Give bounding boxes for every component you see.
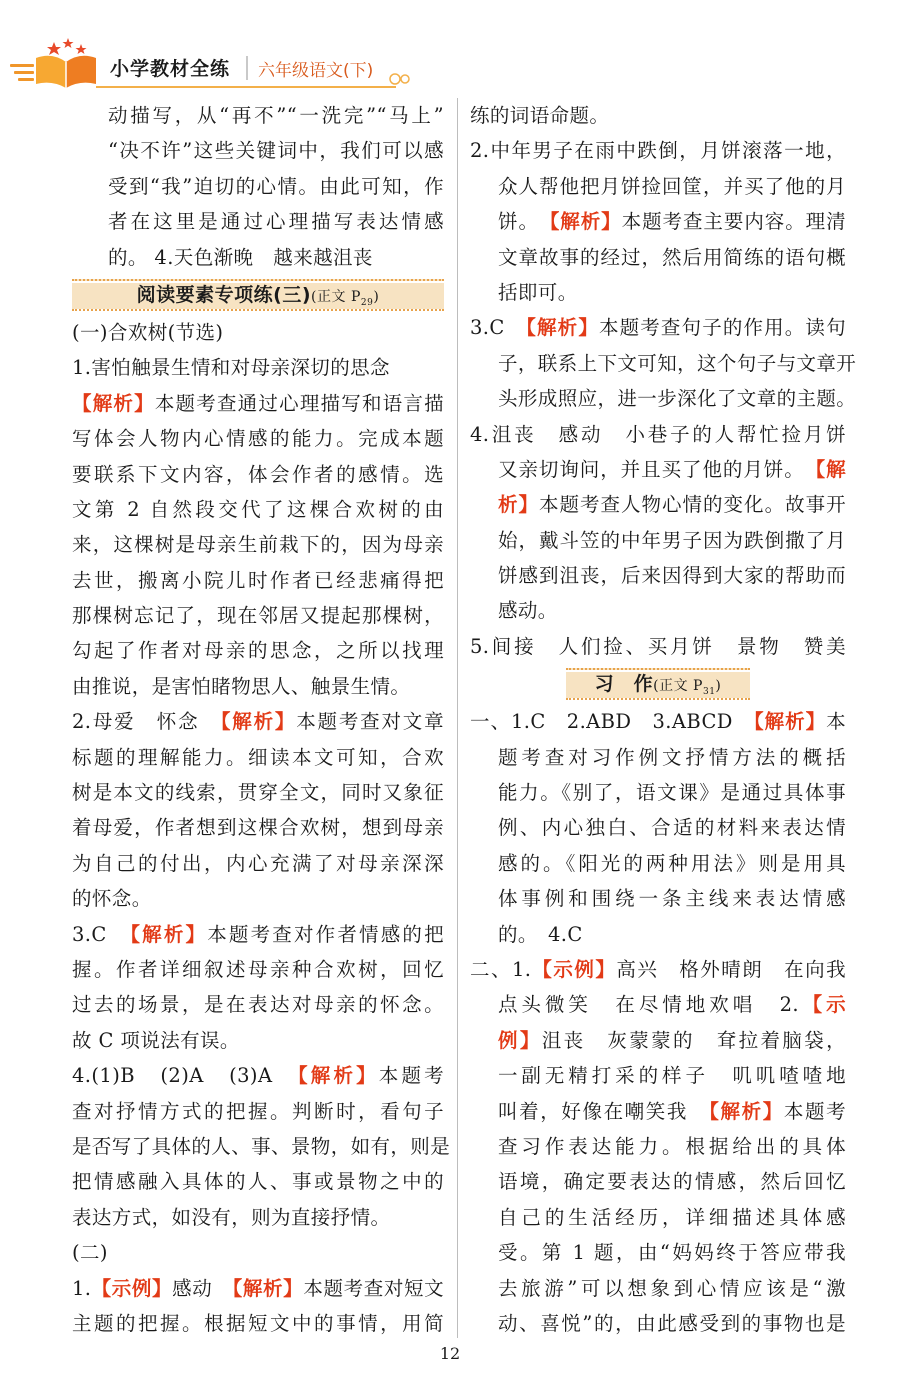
answer-line: 2.中年男子在雨中跌倒，月饼滚落一地， (470, 139, 846, 163)
analysis-tag: 【解析】 (709, 1099, 784, 1123)
text-line: 一副无精打采的样子 叽叽喳喳地 (498, 1064, 846, 1088)
page-header (0, 0, 900, 100)
subsection-title: (一)合欢树(节选) (72, 320, 224, 344)
text-line: 析】本题考查人物心情的变化。故事开 (498, 493, 846, 517)
text-line: 主题的把握。根据短文中的事情，用简 (72, 1311, 444, 1335)
text-line: 例】沮丧 灰蒙蒙的 耷拉着脑袋， (498, 1028, 846, 1052)
example-tag: 例】 (498, 1028, 542, 1052)
text-line: 查对抒情方式的把握。判断时，看句子 (72, 1099, 444, 1123)
text-line: 感的。《阳光的两种用法》则是用具 (498, 851, 846, 875)
text-line: 过去的场景，是在表达对母亲的怀念。 (72, 993, 444, 1017)
example-tag: 【示例】 (531, 957, 617, 981)
header-underline (96, 86, 396, 88)
analysis-tag: 析】 (498, 493, 540, 517)
example-tag: 【示例】 (91, 1276, 173, 1300)
text-line: 点头微笑 在尽情地欢唱 2.【示 (498, 993, 846, 1017)
text-line: 饼。 【解析】本题考查主要内容。理清 (498, 210, 847, 234)
page-reference: (正文 $P_{31}$) (653, 678, 722, 698)
example-tag: 【示 (799, 993, 846, 1017)
text-line: 始，戴斗笠的中年男子因为跌倒撒了月 (498, 528, 846, 552)
text-line: 众人帮他把月饼捡回筐，并买了他的月 (498, 174, 846, 198)
answer-line: 1.害怕触景生情和对母亲深切的思念 (72, 356, 390, 380)
text-line: 由推说，是害怕睹物思人、触景生情。 (72, 674, 411, 698)
grade-subject-label: 六年级语文(下) (258, 61, 374, 81)
text-line: 题考查对习作例文抒情方法的概括 (498, 745, 846, 769)
text-line: 故 C 项说法有误。 (72, 1028, 240, 1052)
analysis-tag: 【解析】 (549, 210, 622, 234)
section-title: 阅读要素专项练(三) (136, 283, 312, 306)
text-line: 标题的理解能力。细读本文可知，合欢 (72, 745, 444, 769)
text-line: 又亲切询问，并且买了他的月饼。 【解 (498, 457, 846, 481)
answer-line: 3.C 【解析】本题考查对作者情感的把 (72, 922, 444, 946)
analysis-tag: 【解析】 (130, 922, 208, 946)
section-banner-writing (566, 668, 750, 700)
column-divider (457, 98, 458, 1338)
analysis-tag: 【解析】 (526, 316, 599, 340)
text-line: 勾起了作者对母亲的思念，之所以找理 (72, 639, 444, 663)
text-line: 文章故事的经过，然后用简练的语句概 (498, 245, 846, 269)
text-line: 那棵树忘记了，现在邻居又提起那棵树， (72, 604, 444, 628)
text-line: 饼感到沮丧，后来因得到大家的帮助而 (498, 564, 846, 588)
text-line: 树是本文的线索，贯穿全文，同时又象征 (72, 781, 444, 805)
text-line: 能力。《别了，语文课》是通过具体事 (498, 781, 846, 805)
page-reference: (正文 $P_{29}$) (311, 288, 380, 308)
left-column (72, 98, 451, 1341)
analysis-tag: 【解析】 (220, 710, 297, 734)
answer-line: 4.沮丧 感动 小巷子的人帮忙捡月饼 (470, 422, 846, 446)
analysis-tag: 【解析】 (297, 1064, 379, 1088)
text-line: 是否写了具体的人、事、景物，如有，则是 (72, 1134, 451, 1158)
text-line: 自己的生活经历，详细描述具体感 (498, 1205, 846, 1229)
text-line: 握。作者详细叙述母亲种合欢树，回忆 (72, 957, 444, 981)
text-line: 要联系下文内容，体会作者的感情。选 (72, 462, 444, 486)
text-line: 体事例和围绕一条主线来表达情感 (498, 887, 846, 911)
text-line: 来，这棵树是母亲生前栽下的，因为母亲 (72, 533, 444, 557)
header-separator (246, 56, 248, 80)
answer-line: 3.C 【解析】本题考查句子的作用。读句 (470, 316, 846, 340)
open-book-logo-icon (8, 38, 100, 94)
text-line: 着母爱，作者想到这棵合欢树，想到母亲 (72, 816, 444, 840)
text-line: 子，联系上下文可知，这个句子与文章开 (498, 351, 857, 375)
section-title: 习 作 (594, 673, 654, 696)
text-line: “决不许”这些关键词中，我们可以感 (108, 139, 444, 163)
section-banner-reading-3 (72, 279, 444, 311)
analysis-tag: 【解 (815, 457, 846, 481)
analysis-tag: 【解析】 (72, 391, 155, 415)
text-line: 的。 4.C (498, 922, 583, 946)
text-line: 语境，确定要表达的情感，然后回忆 (498, 1170, 846, 1194)
text-line: 头形成照应，进一步深化了文章的主题。 (498, 387, 857, 411)
text-line: 的怀念。 (72, 887, 152, 911)
text-line: 写体会人物内心情感的能力。完成本题 (72, 427, 444, 451)
text-line: 感动。 (498, 599, 558, 623)
answer-line: 二、1.【示例】高兴 格外晴朗 在向我 (470, 957, 846, 981)
page-number: 12 (439, 1344, 461, 1363)
text-line: 为自己的付出，内心充满了对母亲深深 (72, 851, 444, 875)
text-line: 括即可。 (498, 280, 578, 304)
answer-line: 5.间接 人们捡、买月饼 景物 赞美 (470, 634, 846, 658)
text-line: 动、喜悦”的，由此感受到的事物也是 (498, 1311, 846, 1335)
text-line: 者在这里是通过心理描写表达情感 (108, 210, 444, 234)
text-line: 把情感融入具体的人、事或景物之中的 (72, 1170, 444, 1194)
text-line: 的。 4.天色渐晚 越来越沮丧 (108, 245, 373, 269)
text-line: 练的词语命题。 (470, 104, 610, 127)
subsection-title: (二) (72, 1241, 108, 1265)
answer-line: 一、1.C 2.ABD 3.ABCD 【解析】本 (470, 710, 846, 734)
text-line: 查习作表达能力。根据给出的具体 (498, 1134, 846, 1158)
text-line: 受。第 1 题，由“妈妈终于答应带我 (498, 1241, 846, 1265)
text-line: 受到“我”迫切的心情。由此可知，作 (108, 174, 444, 198)
text-line: 叫着，好像在嘲笑我 【解析】本题考 (498, 1099, 846, 1123)
text-line: 动描写，从“再不”“一洗完”“马上” (108, 104, 444, 127)
text-line: 文第 2 自然段交代了这棵合欢树的由 (72, 497, 444, 521)
answer-line: 1.【示例】感动 【解析】本题考查对短文 (72, 1276, 444, 1300)
right-column (470, 98, 857, 1341)
text-line: 表达方式，如没有，则为直接抒情。 (72, 1205, 391, 1229)
answer-line: 4.(1)B (2)A (3)A 【解析】本题考 (72, 1064, 445, 1088)
analysis-tag: 【解析】 (753, 710, 827, 734)
header-swirl-icon (388, 70, 412, 88)
text-line: 去世，搬离小院儿时作者已经悲痛得把 (72, 568, 444, 592)
answer-line: 2.母爱 怀念 【解析】本题考查对文章 (72, 710, 444, 734)
text-line: 【解析】本题考查通过心理描写和语言描 (72, 391, 444, 415)
book-series-title: 小学教材全练 (110, 58, 231, 80)
text-line: 例、内心独白、合适的材料来表达情 (498, 816, 846, 840)
text-line: 去旅游”可以想象到心情应该是“激 (498, 1276, 846, 1300)
analysis-tag: 【解析】 (232, 1276, 304, 1300)
